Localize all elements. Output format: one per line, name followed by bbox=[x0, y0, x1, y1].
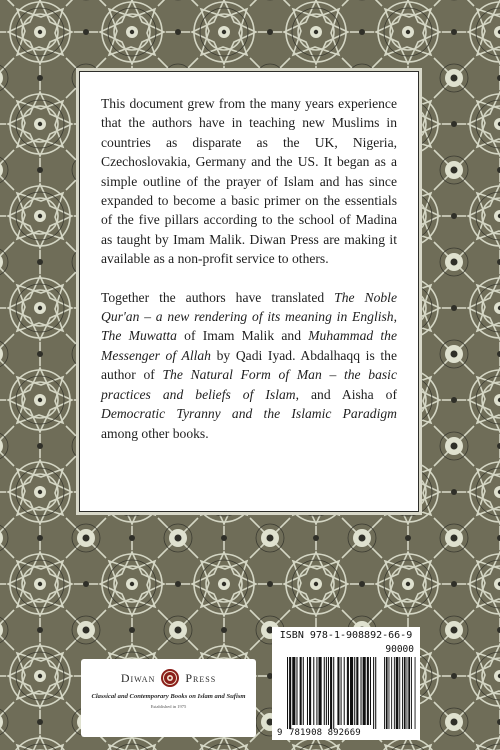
publisher-name-left: Diwan bbox=[120, 670, 156, 685]
description-paragraph-1: This document grew from the many years experience that the authors have in teaching new Muslims in countries as disparate as the UK, Nigeria, Czechoslovakia, Germany and the US. It began as a simple outline of the prayer of Islam and has since expanded to become a basic primer on the essentials of the five pillars according to the school of Madina as taught by Imam Malik. Diwan Press are making it available as a non-profit service to others. bbox=[101, 96, 397, 267]
barcode-bar bbox=[307, 657, 308, 725]
barcode-bar bbox=[328, 657, 329, 725]
addon-bar bbox=[408, 657, 410, 729]
barcode-bar bbox=[370, 657, 371, 725]
barcode-bar bbox=[350, 657, 353, 725]
barcode-bar bbox=[309, 657, 311, 725]
addon-bar bbox=[411, 657, 412, 729]
barcode-bar bbox=[356, 657, 358, 725]
addon-bar bbox=[404, 657, 406, 729]
addon-bar bbox=[399, 657, 400, 729]
barcode-bar bbox=[361, 657, 362, 725]
barcode-bar bbox=[296, 657, 297, 725]
barcode-bar bbox=[337, 657, 339, 725]
barcode-bar bbox=[373, 657, 374, 729]
barcode-bar bbox=[367, 657, 369, 725]
addon-bar bbox=[407, 657, 408, 729]
barcode-bar bbox=[363, 657, 366, 725]
addon-bar bbox=[394, 657, 395, 729]
barcode-bar bbox=[344, 657, 345, 725]
addon-bar bbox=[415, 657, 416, 729]
publisher-note: Established in 1975 bbox=[150, 704, 187, 709]
publisher-seal-icon bbox=[160, 668, 180, 688]
barcode-bar bbox=[347, 657, 349, 725]
barcode-bar bbox=[287, 657, 288, 729]
barcode-bar bbox=[300, 657, 302, 725]
description-paragraph-2: Together the authors have translated The Noble Qur'an – a new rendering of its meaning in English, The Muwatta of Imam Malik and Muhammad the Messenger of Allah by Qadi Iyad. Abdalhaqq is the author of The Natural Form of Man – the basic practices and beliefs of Islam, and Aisha of Democratic Tyranny and the Islamic Paradigm among other books. bbox=[101, 289, 397, 441]
barcode-bar bbox=[316, 657, 317, 725]
barcode-bar bbox=[333, 657, 334, 729]
publisher-tagline: Classical and Contemporary Books on Islam and Sufism bbox=[91, 693, 246, 700]
addon-bar bbox=[391, 657, 392, 729]
publisher-name-right: Press bbox=[185, 670, 217, 685]
barcode-bar bbox=[292, 657, 295, 725]
addon-bar bbox=[396, 657, 399, 729]
price-addon-code: 90000 bbox=[385, 644, 414, 655]
addon-bar bbox=[386, 657, 388, 729]
description-panel bbox=[79, 71, 419, 512]
barcode-bar bbox=[354, 657, 355, 725]
barcode-bar bbox=[341, 657, 342, 725]
isbn-number: ISBN 978-1-908892-66-9 bbox=[279, 630, 413, 641]
barcode-bar bbox=[313, 657, 314, 725]
publisher-name bbox=[81, 667, 256, 689]
barcode-bar bbox=[326, 657, 327, 725]
barcode-bar bbox=[319, 657, 322, 725]
ean-first-digit: 9 bbox=[277, 728, 283, 738]
isbn-barcode bbox=[272, 627, 420, 740]
addon-bar bbox=[402, 657, 403, 729]
barcode-bars bbox=[272, 627, 420, 740]
barcode-bar bbox=[330, 657, 332, 729]
barcode-bar bbox=[324, 657, 325, 725]
barcode-bar bbox=[375, 657, 376, 729]
addon-bar bbox=[384, 657, 385, 729]
ean-remaining-digits: 781908 892669 bbox=[289, 728, 361, 738]
publisher-logo bbox=[81, 659, 256, 737]
barcode-bar bbox=[303, 657, 304, 725]
addon-bar bbox=[389, 657, 390, 729]
barcode-bar bbox=[289, 657, 291, 729]
